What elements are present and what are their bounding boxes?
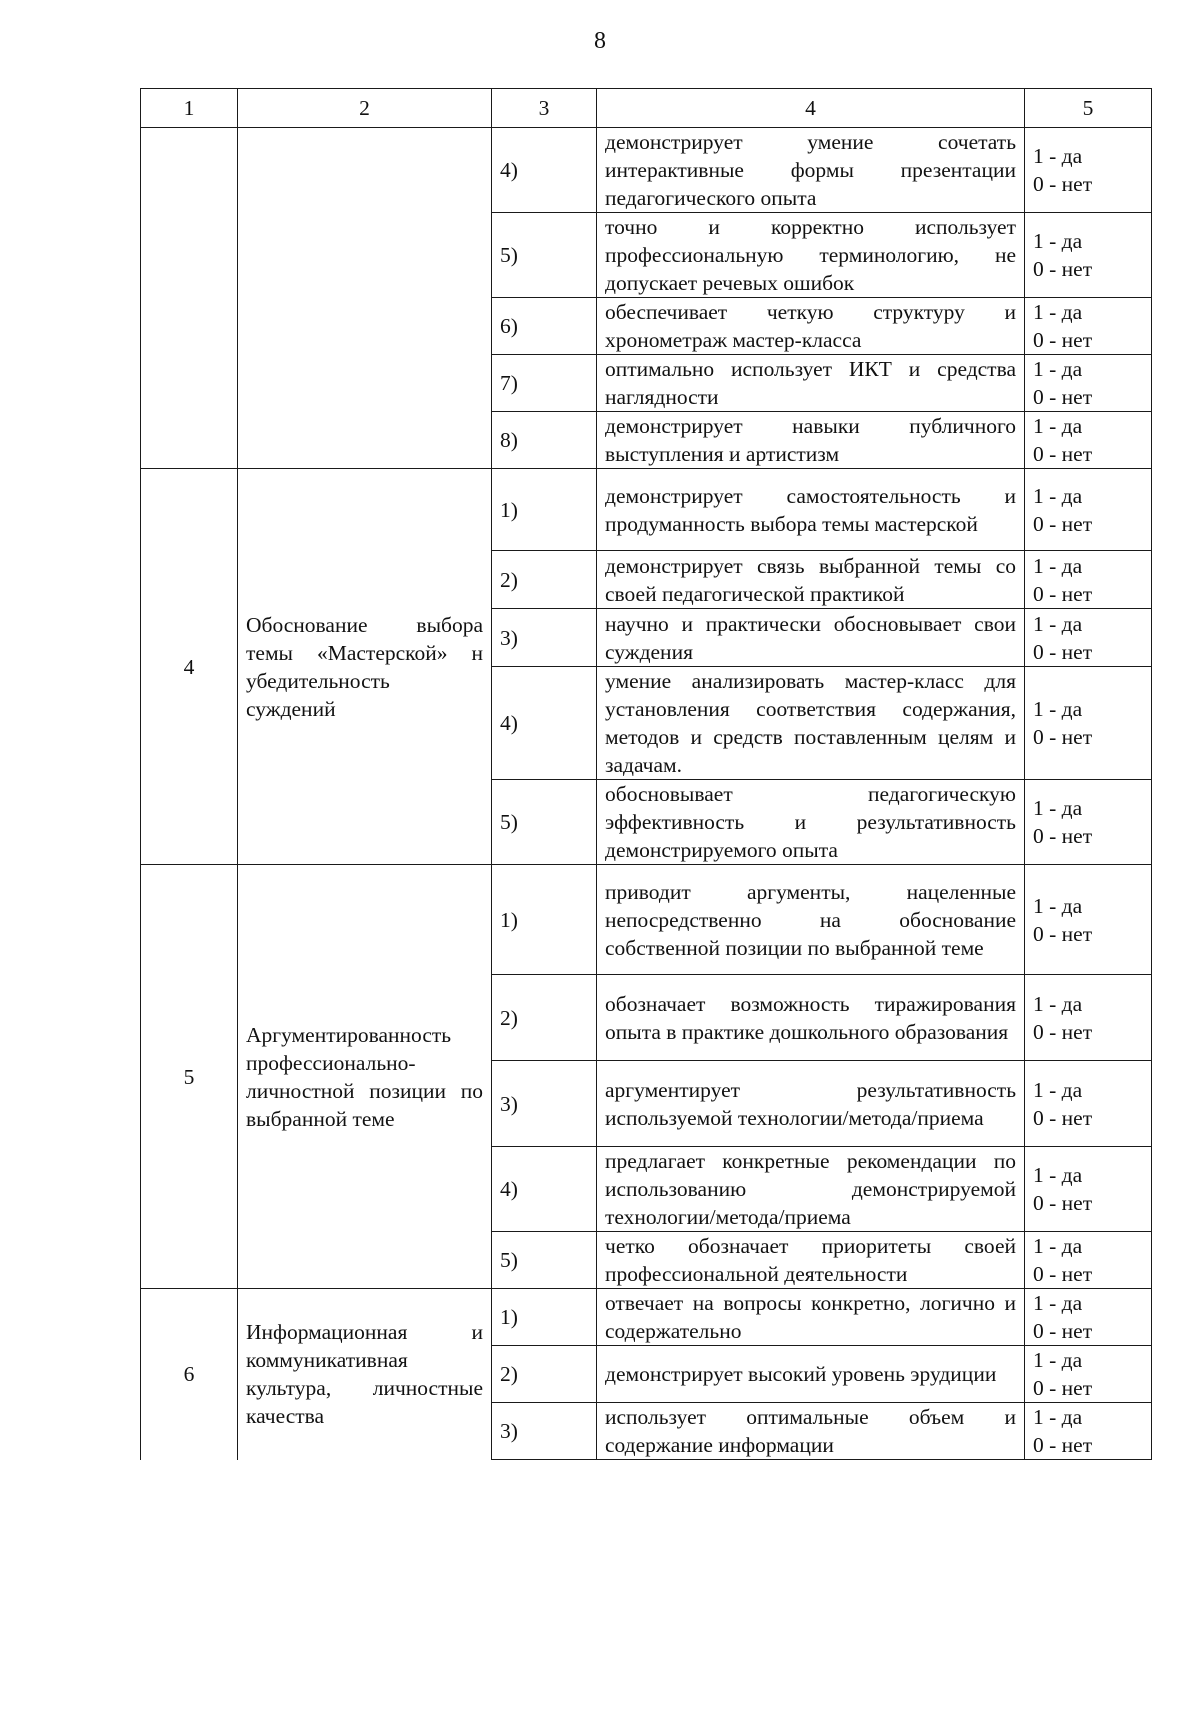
score-yes: 1 - да: [1033, 796, 1083, 820]
score-yes: 1 - да: [1033, 483, 1083, 508]
indicator-description: оптимально использует ИКТ и средства наглядности: [597, 355, 1025, 412]
indicator-number: 2): [492, 1346, 597, 1403]
score-no: 0 - нет: [1033, 1319, 1093, 1343]
indicator-description: умение анализировать мастер-класс для установления соответствия содержания, методов и средств поставленным целям и задачам.: [597, 667, 1025, 780]
indicator-number: 5): [492, 213, 597, 298]
indicator-description: использует оптимальные объем и содержание информации: [597, 1403, 1025, 1460]
header-row: [141, 89, 1152, 128]
score-no: 0 - нет: [1033, 824, 1093, 848]
score-no: 0 - нет: [1033, 1262, 1093, 1286]
indicator-description: демонстрирует высокий уровень эрудиции: [597, 1346, 1025, 1403]
indicator-number: 5): [492, 1232, 597, 1289]
score-yes: 1 - да: [1033, 893, 1083, 918]
score-options: [1025, 128, 1152, 213]
page-number: 8: [594, 28, 606, 54]
indicator-description: научно и практически обосновывает свои суждения: [597, 609, 1025, 667]
criterion-number: [141, 128, 238, 469]
indicator-description: демонстрирует умение сочетать интерактивные формы презентации педагогического опыта: [597, 128, 1025, 213]
header-col-1: 1: [141, 89, 238, 128]
table-row: [141, 1289, 1152, 1346]
indicator-number: 3): [492, 609, 597, 667]
score-yes: 1 - да: [1033, 1163, 1083, 1187]
score-no: 0 - нет: [1033, 1191, 1093, 1215]
score-options: [1025, 1289, 1152, 1346]
score-no: 0 - нет: [1033, 1019, 1093, 1044]
score-no: 0 - нет: [1033, 921, 1093, 946]
indicator-number: 2): [492, 551, 597, 609]
score-options: [1025, 551, 1152, 609]
score-no: 0 - нет: [1033, 385, 1093, 409]
indicator-number: 4): [492, 128, 597, 213]
score-no: 0 - нет: [1033, 328, 1093, 352]
score-yes: 1 - да: [1033, 553, 1083, 578]
score-yes: 1 - да: [1033, 1291, 1083, 1315]
score-yes: 1 - да: [1033, 414, 1083, 438]
score-options: [1025, 469, 1152, 551]
score-options: [1025, 780, 1152, 865]
header-col-4: 4: [597, 89, 1025, 128]
criterion-name: Информационная и коммуникативная культура, личностные качества: [238, 1289, 492, 1460]
score-no: 0 - нет: [1033, 1433, 1093, 1457]
score-yes: 1 - да: [1033, 1234, 1083, 1258]
criterion-number: 6: [141, 1289, 238, 1460]
score-options: [1025, 667, 1152, 780]
evaluation-criteria-table: [140, 88, 1152, 1460]
score-yes: 1 - да: [1033, 300, 1083, 324]
score-no: 0 - нет: [1033, 442, 1093, 466]
score-no: 0 - нет: [1033, 1105, 1093, 1130]
indicator-description: точно и корректно использует профессиональную терминологию, не допускает речевых ошибок: [597, 213, 1025, 298]
criterion-number: 5: [141, 865, 238, 1289]
indicator-description: обозначает возможность тиражирования опыта в практике дошкольного образования: [597, 975, 1025, 1061]
header-col-3: 3: [492, 89, 597, 128]
score-no: 0 - нет: [1033, 1376, 1093, 1400]
score-options: [1025, 975, 1152, 1061]
score-yes: 1 - да: [1033, 1348, 1083, 1372]
score-yes: 1 - да: [1033, 144, 1083, 168]
indicator-number: 1): [492, 1289, 597, 1346]
table-row: [141, 469, 1152, 551]
indicator-description: обеспечивает четкую структуру и хронометраж мастер-класса: [597, 298, 1025, 355]
score-no: 0 - нет: [1033, 581, 1093, 606]
indicator-description: демонстрирует навыки публичного выступления и артистизм: [597, 412, 1025, 469]
indicator-description: демонстрирует связь выбранной темы со своей педагогической практикой: [597, 551, 1025, 609]
indicator-description: обосновывает педагогическую эффективность и результативность демонстрируемого опыта: [597, 780, 1025, 865]
score-yes: 1 - да: [1033, 991, 1083, 1016]
score-yes: 1 - да: [1033, 1405, 1083, 1429]
score-options: [1025, 298, 1152, 355]
score-options: [1025, 1403, 1152, 1460]
indicator-number: 7): [492, 355, 597, 412]
indicator-number: 1): [492, 469, 597, 551]
score-options: [1025, 1346, 1152, 1403]
indicator-number: 3): [492, 1061, 597, 1147]
indicator-description: четко обозначает приоритеты своей профессиональной деятельности: [597, 1232, 1025, 1289]
criterion-name: Аргументированность профессионально-личностной позиции по выбранной теме: [238, 865, 492, 1289]
header-col-2: 2: [238, 89, 492, 128]
indicator-number: 4): [492, 667, 597, 780]
score-options: [1025, 865, 1152, 975]
indicator-number: 4): [492, 1147, 597, 1232]
score-no: 0 - нет: [1033, 725, 1093, 749]
score-no: 0 - нет: [1033, 511, 1093, 536]
indicator-description: демонстрирует самостоятельность и продуманность выбора темы мастерской: [597, 469, 1025, 551]
score-no: 0 - нет: [1033, 257, 1093, 281]
indicator-description: аргументирует результативность используемой технологии/метода/приема: [597, 1061, 1025, 1147]
indicator-number: 1): [492, 865, 597, 975]
score-options: [1025, 412, 1152, 469]
indicator-description: отвечает на вопросы конкретно, логично и содержательно: [597, 1289, 1025, 1346]
indicator-number: 3): [492, 1403, 597, 1460]
criterion-name: Обоснование выбора темы «Мастерской» н убедительность суждений: [238, 469, 492, 865]
indicator-number: 2): [492, 975, 597, 1061]
indicator-number: 8): [492, 412, 597, 469]
indicator-description: приводит аргументы, нацеленные непосредственно на обоснование собственной позиции по выбранной теме: [597, 865, 1025, 975]
score-options: [1025, 213, 1152, 298]
table-row: [141, 128, 1152, 213]
score-options: [1025, 609, 1152, 667]
score-options: [1025, 1061, 1152, 1147]
indicator-description: предлагает конкретные рекомендации по использованию демонстрируемой технологии/метода/приема: [597, 1147, 1025, 1232]
score-yes: 1 - да: [1033, 357, 1083, 381]
score-no: 0 - нет: [1033, 639, 1093, 664]
criterion-name: [238, 128, 492, 469]
score-options: [1025, 1147, 1152, 1232]
score-options: [1025, 355, 1152, 412]
score-yes: 1 - да: [1033, 229, 1083, 253]
table-body: [141, 128, 1152, 1460]
score-yes: 1 - да: [1033, 697, 1083, 721]
score-no: 0 - нет: [1033, 172, 1093, 196]
table-row: [141, 865, 1152, 975]
score-options: [1025, 1232, 1152, 1289]
score-yes: 1 - да: [1033, 611, 1083, 636]
score-yes: 1 - да: [1033, 1077, 1083, 1102]
criterion-number: 4: [141, 469, 238, 865]
indicator-number: 6): [492, 298, 597, 355]
indicator-number: 5): [492, 780, 597, 865]
header-col-5: 5: [1025, 89, 1152, 128]
